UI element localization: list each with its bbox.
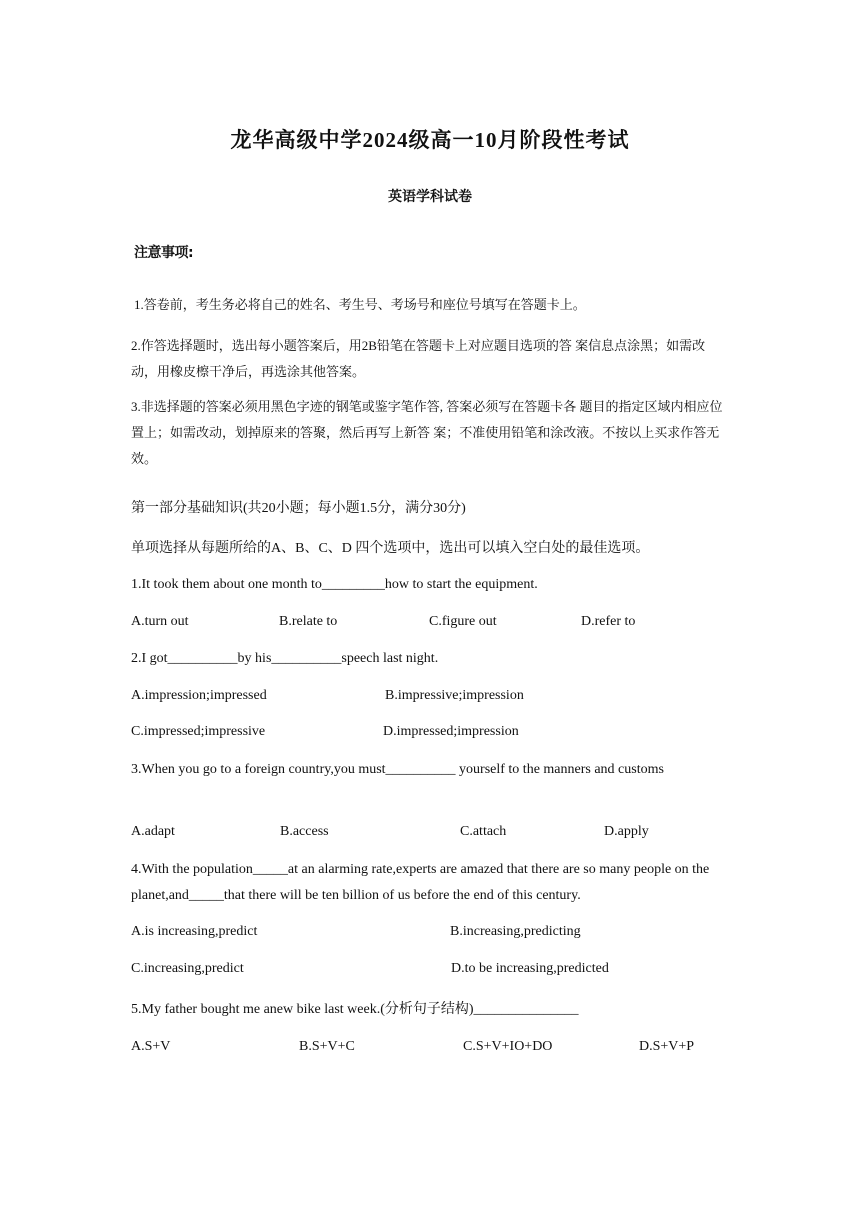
option-d: D.S+V+P bbox=[639, 1039, 695, 1054]
option-d: D.to be increasing,predicted bbox=[451, 961, 609, 976]
option-c: C.impressed;impressive bbox=[131, 724, 266, 739]
option-b: B.S+V+C bbox=[299, 1039, 355, 1054]
notice-item: 3.非选择题的答案必须用黑色字迹的钢笔或鉴字笔作答, 答案必须写在答题卡各 题目的指定区域内相应位置上；如需改动，划掉原来的答聚，然后再写上新答 案；不准使用铅笔和涂改液。不按以上买求作答无效。 bbox=[131, 399, 723, 466]
exam-subtitle: 英语学科试卷 bbox=[388, 190, 472, 205]
question-stem: 2.I got__________by his__________speech last night. bbox=[131, 651, 439, 666]
option-c: C.S+V+IO+DO bbox=[463, 1039, 553, 1054]
option-b: B.impressive;impression bbox=[385, 688, 524, 703]
option-a: A.impression;impressed bbox=[131, 688, 267, 703]
option-c: C.increasing,predict bbox=[131, 961, 244, 976]
option-a: A.S+V bbox=[131, 1039, 171, 1054]
option-c: C.figure out bbox=[429, 614, 497, 629]
option-c: C.attach bbox=[460, 824, 507, 839]
notice-heading: 注意事项: bbox=[134, 245, 194, 261]
option-b: B.access bbox=[280, 824, 329, 839]
option-b: B.increasing,predicting bbox=[450, 924, 581, 939]
option-d: D.refer to bbox=[581, 614, 636, 629]
notice-item: 2.作答选择题时，选出每小题答案后，用2B铅笔在答题卡上对应题目选项的答 案信息点涂黑；如需改动，用橡皮檫干净后，再选涂其他答案。 bbox=[131, 338, 706, 379]
option-a: A.adapt bbox=[131, 824, 175, 839]
option-d: D.apply bbox=[604, 824, 649, 839]
question-stem: 5.My father bought me anew bike last week.(分析句子结构)_______________ bbox=[131, 1002, 579, 1017]
option-d: D.impressed;impression bbox=[383, 724, 519, 739]
notice-item: 1.答卷前，考生务必将自己的姓名、考生号、考场号和座位号填写在答题卡上。 bbox=[134, 297, 586, 312]
section-heading: 第一部分基础知识(共20小题；每小题1.5分，满分30分) bbox=[131, 501, 466, 516]
section-instruction: 单项选择从每题所给的A、B、C、D 四个选项中，选出可以填入空白处的最佳选项。 bbox=[131, 541, 650, 556]
option-a: A.turn out bbox=[131, 614, 189, 629]
option-a: A.is increasing,predict bbox=[131, 924, 258, 939]
question-stem: 4.With the population_____at an alarming rate,experts are amazed that there are so many people on the planet,and_____that there will be ten billion of us before the end of this century. bbox=[131, 862, 710, 903]
exam-title: 龙华高级中学2024级高一10月阶段性考试 bbox=[230, 128, 630, 152]
question-stem: 1.It took them about one month to_________how to start the equipment. bbox=[131, 577, 538, 592]
option-b: B.relate to bbox=[279, 614, 338, 629]
question-stem: 3.When you go to a foreign country,you must__________ yourself to the manners and customs bbox=[131, 762, 664, 777]
